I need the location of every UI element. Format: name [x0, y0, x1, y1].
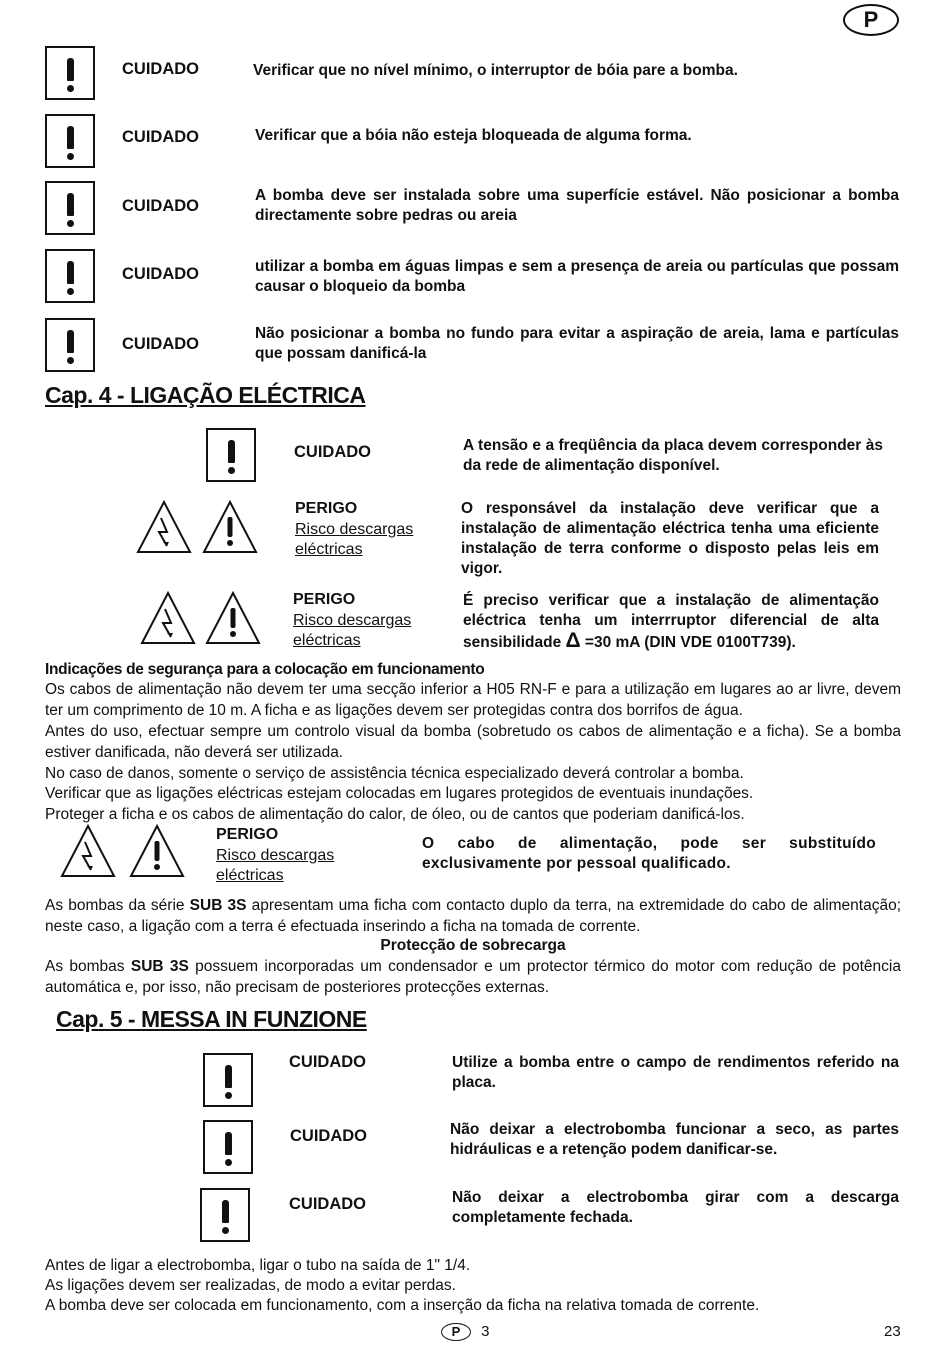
product-name: SUB 3S — [130, 958, 189, 975]
caution-text: Não posicionar a bomba no fundo para evitar a aspiração de areia, lama e partículas que possam danificá-la — [255, 325, 899, 362]
danger-text — [463, 591, 879, 653]
caution-text: Não deixar a electrobomba girar com a descarga completamente fechada. — [452, 1189, 899, 1226]
danger-label: PERIGO — [295, 500, 358, 517]
caution-label: CUIDADO — [122, 197, 199, 215]
caution-label: CUIDADO — [122, 128, 199, 146]
caution-text: Verificar que a bóia não esteja bloqueada de alguma forma. — [255, 127, 692, 144]
danger-label: PERIGO — [293, 591, 356, 608]
caution-exclamation-icon — [45, 181, 95, 235]
caution-exclamation-icon — [45, 318, 95, 372]
safety-heading: Indicações de segurança para a colocação em funcionamento — [45, 661, 485, 678]
final-paragraph: As ligações devem ser realizadas, de modo a evitar perdas. — [45, 1277, 456, 1294]
sub3s-text-b: apresentam uma ficha com contacto duplo da terra, na extremidade do cabo de alimentação; neste caso, a ligação com a terra é efectuada inserindo a ficha na tomada de corrente. — [45, 897, 902, 935]
page-number: 23 — [884, 1323, 901, 1340]
caution-label: CUIDADO — [122, 60, 199, 78]
warning-triangle-icon — [129, 824, 185, 880]
final-paragraph: Antes de ligar a electrobomba, ligar o tubo na saída de 1" 1/4. — [45, 1257, 471, 1274]
overload-text-a: As bombas — [45, 958, 131, 975]
caution-label: CUIDADO — [290, 1127, 367, 1145]
safety-paragraph: Os cabos de alimentação não devem ter uma secção inferior a H05 RN-F e para a utilização em lugares ao ar livre, devem ter um comprimento de 10 m. A ficha e as ligações devem ser protegidas contra dos borrifos de água. — [45, 681, 901, 719]
danger-text: O cabo de alimentação, pode ser substituído exclusivamente por pessoal qualificado. — [422, 835, 876, 872]
footer-language-badge: P — [441, 1323, 471, 1341]
danger-label-block — [293, 590, 411, 652]
danger-subtitle: Risco descargas — [293, 611, 412, 629]
danger-text-b: =30 mA (DIN VDE 0100T739). — [584, 634, 796, 651]
delta-symbol: Δ — [565, 629, 581, 652]
overload-text-b: possuem incorporadas um condensador e um protector térmico do motor com redução de potência automática e, por isso, não precisam de posteriores protecções externas. — [45, 958, 901, 996]
caution-text: A bomba deve ser instalada sobre uma superfície estável. Não posicionar a bomba directamente sobre pedras ou areia — [255, 187, 899, 224]
safety-paragraph: No caso de danos, somente o serviço de assistência técnica especializado deverá controlar a bomba. — [45, 765, 744, 782]
caution-label: CUIDADO — [289, 1053, 366, 1071]
danger-text: O responsável da instalação deve verificar que a instalação de alimentação eléctrica tenha uma eficiente instalação de terra conforme o disposto pelas leis em vigor. — [461, 500, 879, 577]
safety-paragraph: Antes do uso, efectuar sempre um controlo visual da bomba (sobretudo os cabos de alimentação e a ficha). Se a bomba estiver danificada, não deverá ser utilizada. — [45, 723, 901, 761]
sub3s-paragraph — [45, 896, 901, 937]
caution-text: utilizar a bomba em águas limpas e sem a presença de areia ou partículas que possam causar o bloqueio da bomba — [255, 258, 899, 295]
caution-text: Não deixar a electrobomba funcionar a seco, as partes hidráulicas e a retenção podem danificar-se. — [450, 1121, 899, 1158]
warning-triangle-icon — [202, 500, 258, 556]
final-paragraph: A bomba deve ser colocada em funcionamento, com a inserção da ficha na relativa tomada de corrente. — [45, 1297, 760, 1314]
caution-exclamation-icon — [45, 114, 95, 168]
danger-label-block — [216, 825, 334, 887]
section-heading-cap4: Cap. 4 - LIGAÇÃO ELÉCTRICA — [45, 382, 366, 408]
caution-text: Verificar que no nível mínimo, o interruptor de bóia pare a bomba. — [253, 62, 738, 79]
safety-paragraph: Proteger a ficha e os cabos de alimentação do calor, de óleo, ou de cantos que poderiam danificá-los. — [45, 806, 745, 823]
footer-section — [441, 1323, 490, 1341]
danger-subtitle-2: eléctricas — [295, 541, 363, 558]
section-heading-cap5: Cap. 5 - MESSA IN FUNZIONE — [56, 1006, 367, 1032]
caution-exclamation-icon — [45, 46, 95, 100]
electric-shock-warning-icon — [60, 824, 116, 880]
electric-shock-warning-icon — [140, 591, 196, 647]
caution-text: Utilize a bomba entre o campo de rendimentos referido na placa. — [452, 1054, 899, 1091]
danger-label-block — [295, 499, 413, 561]
caution-exclamation-icon — [45, 249, 95, 303]
caution-exclamation-icon — [203, 1053, 253, 1107]
caution-label: CUIDADO — [122, 265, 199, 283]
language-badge: P — [843, 4, 899, 36]
product-name: SUB 3S — [189, 897, 247, 914]
danger-subtitle: Risco descargas — [295, 520, 414, 538]
safety-paragraph: Verificar que as ligações eléctricas estejam colocadas em lugares protegidos de eventuais inundações. — [45, 785, 754, 802]
caution-exclamation-icon — [200, 1188, 250, 1242]
caution-exclamation-icon — [203, 1120, 253, 1174]
danger-subtitle-2: eléctricas — [293, 632, 361, 649]
overload-heading: Protecção de sobrecarga — [380, 937, 566, 954]
overload-paragraph — [45, 957, 901, 998]
warning-triangle-icon — [205, 591, 261, 647]
electric-shock-warning-icon — [136, 500, 192, 556]
caution-label: CUIDADO — [289, 1195, 366, 1213]
danger-text-a: É preciso verificar que a instalação de alimentação eléctrica tenha um interrruptor diferencial de alta sensibilidade — [463, 592, 879, 651]
footer-section-number: 3 — [481, 1323, 490, 1340]
caution-text: A tensão e a freqüência da placa devem corresponder às da rede de alimentação disponível. — [463, 437, 883, 474]
caution-label: CUIDADO — [122, 335, 199, 353]
danger-label: PERIGO — [216, 826, 279, 843]
sub3s-text-a: As bombas da série — [45, 897, 190, 914]
caution-exclamation-icon — [206, 428, 256, 482]
danger-subtitle-2: eléctricas — [216, 867, 284, 884]
caution-label: CUIDADO — [294, 443, 371, 461]
danger-subtitle: Risco descargas — [216, 846, 335, 864]
